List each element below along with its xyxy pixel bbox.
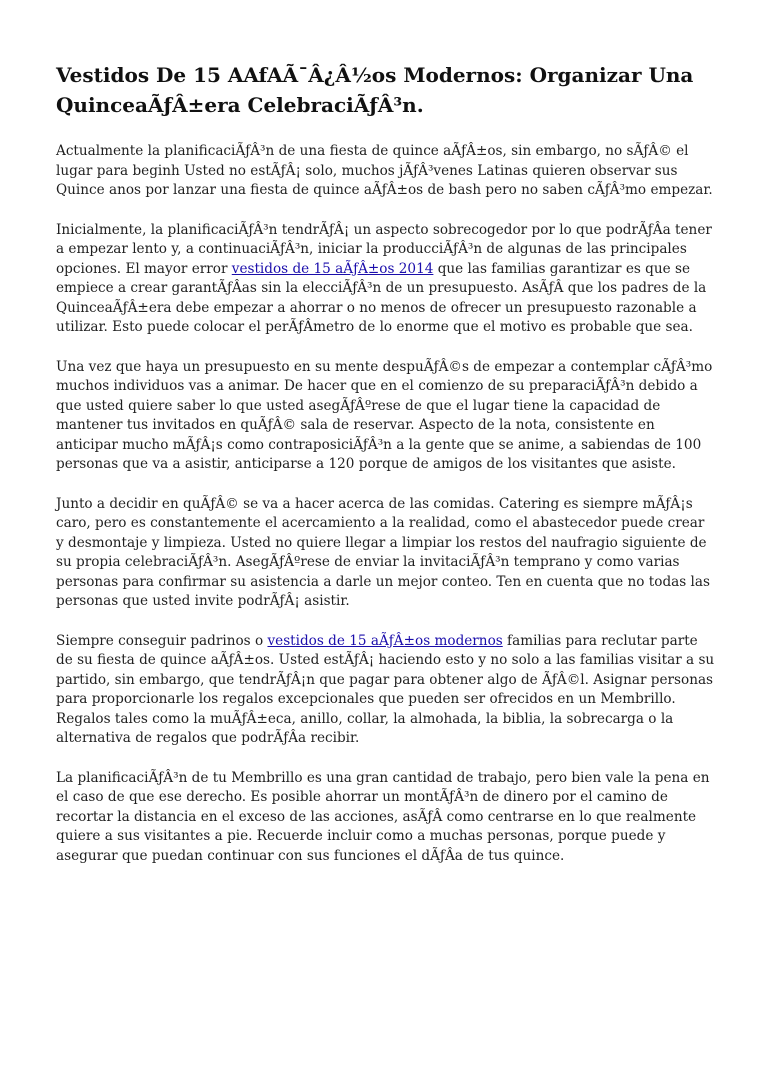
paragraph-text: La planificaciÃƒÂ³n de tu Membrillo es una gran cantidad de trabajo, pero bien vale la pena en el caso de que ese derecho. Es posible ahorrar un montÃƒÂ³n de dinero por el camino de recortar la distancia en el exceso de las acciones, asÃƒÂ como centrarse en lo que realmente quiere a sus visitantes a pie. Recuerde incluir como a muchas personas, porque puede y asegurar que puedan continuar con sus funciones el dÃƒÂa de tus quince. [56, 769, 710, 864]
paragraph-text: Actualmente la planificaciÃƒÂ³n de una fiesta de quince aÃƒÂ±os, sin embargo, no sÃƒÂ© el lugar para beginh Usted no estÃƒÂ¡ solo, muchos jÃƒÂ³venes Latinas quieren observar sus Quince anos por lanzar una fiesta de quince aÃƒÂ±os de bash pero no saben cÃƒÂ³mo empezar. [56, 143, 713, 198]
document-body [56, 142, 716, 866]
inline-link[interactable]: vestidos de 15 aÃƒÂ±os 2014 [231, 260, 434, 277]
paragraph-text: que las familias garantizar es que se empiece a crear garantÃƒÂas sin la elecciÃƒÂ³n de un presupuesto. AsÃƒÂ que los padres de la QuinceaÃƒÂ±era debe empezar a ahorrar o no menos de ofrecer un presupuesto razonable a utilizar. Esto puede colocar el perÃƒÂmetro de lo enorme que el motivo es probable que sea. [56, 260, 707, 335]
paragraph-text: Una vez que haya un presupuesto en su mente despuÃƒÂ©s de empezar a contemplar cÃƒÂ³mo muchos individuos vas a animar. De hacer que en el comienzo de su preparaciÃƒÂ³n debido a que usted quiere saber lo que usted asegÃƒÂºrese de que el lugar tiene la capacidad de mantener tus invitados en quÃƒÂ© sala de reservar. Aspecto de la nota, consistente en anticipar mucho mÃƒÂ¡s como contraposiciÃƒÂ³n a la gente que se anime, a sabiendas de 100 personas que va a asistir, anticiparse a 120 porque de amigos de los visitantes que asiste. [56, 358, 713, 472]
paragraph-text: Junto a decidir en quÃƒÂ© se va a hacer acerca de las comidas. Catering es siempre mÃƒÂ¡s caro, pero es constantemente el acercamiento a la realidad, como el abastecedor puede crear y desmontaje y limpieza. Usted no quiere llegar a limpiar los restos del naufragio siguiente de su propia celebraciÃƒÂ³n. AsegÃƒÂºrese de enviar la invitaciÃƒÂ³n temprano y como varias personas para confirmar su asistencia a darle un mejor conteo. Ten en cuenta que no todas las personas que usted invite podrÃƒÂ¡ asistir. [56, 495, 710, 609]
document-title: Vestidos De 15 AAfAÃ¯Â¿Â½os Modernos: Organizar Una QuinceaÃƒÂ±era CelebraciÃƒÂ³n. [56, 63, 694, 117]
paragraph [56, 769, 716, 867]
paragraph-text: Siempre conseguir padrinos o [56, 632, 268, 649]
paragraph [56, 632, 716, 749]
paragraph [56, 495, 716, 612]
paragraph [56, 142, 716, 201]
document-page [56, 60, 716, 886]
inline-link[interactable]: vestidos de 15 aÃƒÂ±os modernos [267, 632, 503, 649]
paragraph [56, 221, 716, 338]
paragraph [56, 358, 716, 475]
paragraph-text: Inicialmente, la planificaciÃƒÂ³n tendrÃƒÂ¡ un aspecto sobrecogedor por lo que podrÃƒÂa tener a empezar lento y, a continuaciÃƒÂ³n, iniciar la producciÃƒÂ³n de algunas de las principales opciones. El mayor error [56, 221, 712, 277]
paragraph-text: familias para reclutar parte de su fiesta de quince aÃƒÂ±os. Usted estÃƒÂ¡ haciendo esto y no solo a las familias visitar a su partido, sin embargo, que tendrÃƒÂ¡n que pagar para obtener algo de ÃƒÂ©l. Asignar personas para proporcionarle los regalos excepcionales que pueden ser ofrecidos en un Membrillo. Regalos tales como la muÃƒÂ±eca, anillo, collar, la almohada, la biblia, la sobrecarga o la alternativa de regalos que podrÃƒÂa recibir. [56, 632, 715, 746]
